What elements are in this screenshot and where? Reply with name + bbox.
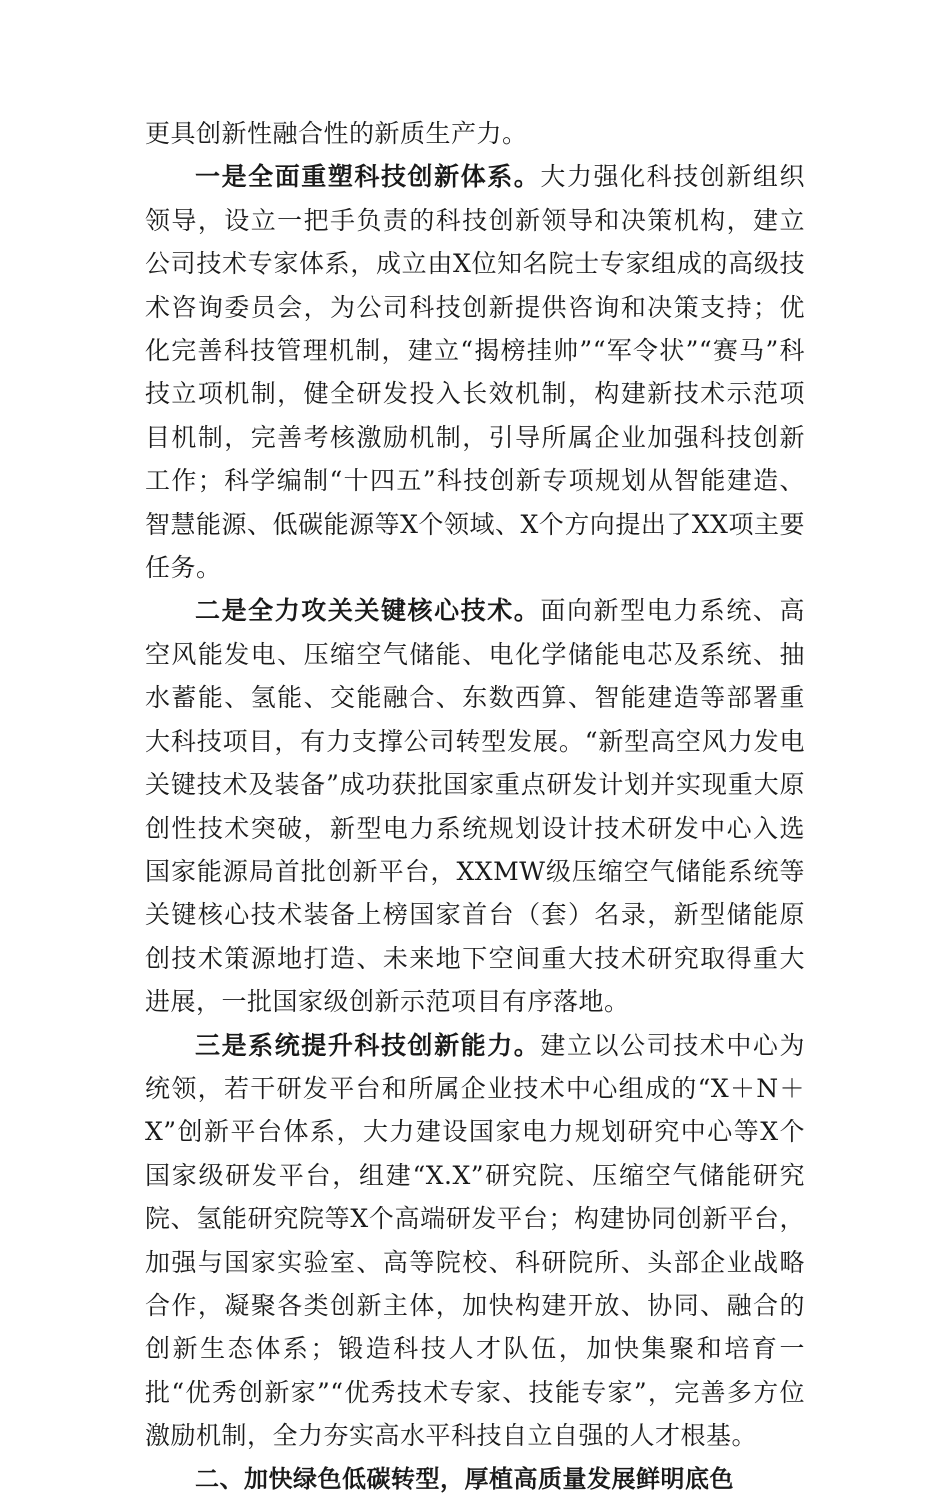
paragraph-lead: 三是系统提升科技创新能力。 [195, 1030, 541, 1060]
paragraph-body: 面向新型电力系统、高空风能发电、压缩空气储能、电化学储能电芯及系统、抽水蓄能、氢能、交能融合、东数西算、智能建造等部署重大科技项目，有力支撑公司转型发展。“新型高空风力发电关键技术及装备”成功获批国家重点研发计划并实现重大原创性技术突破，新型电力系统规划设计技术研发中心入选国家能源局首批创新平台，XXMW级压缩空气储能系统等关键核心技术装备上榜国家首台（套）名录，新型储能原创技术策源地打造、未来地下空间重大技术研究取得重大进展，一批国家级创新示范项目有序落地。 [145, 596, 805, 1017]
paragraph-lead: 二是全力攻关关键核心技术。 [195, 596, 541, 626]
paragraph-body: 建立以公司技术中心为统领，若干研发平台和所属企业技术中心组成的“X＋N＋X”创新平台体系，大力建设国家电力规划研究中心等X个国家级研发平台，组建“X.X”研究院、压缩空气储能研究院、氢能研究院等X个高端研发平台；构建协同创新平台，加强与国家实验室、高等院校、科研院所、头部企业战略合作，凝聚各类创新主体，加快构建开放、协同、融合的创新生态体系；锻造科技人才队伍，加快集聚和培育一批“优秀创新家”“优秀技术专家、技能专家”，完善多方位激励机制，全力夯实高水平科技自立自强的人才根基。 [145, 1030, 805, 1451]
paragraph-innovation-capability [145, 1024, 805, 1458]
paragraph-innovation-system [145, 155, 805, 589]
paragraph-continuation: 更具创新性融合性的新质生产力。 [145, 119, 528, 148]
paragraph-body: 大力强化科技创新组织领导，设立一把手负责的科技创新领导和决策机构，建立公司技术专家体系，成立由X位知名院士专家组成的高级技术咨询委员会，为公司科技创新提供咨询和决策支持；优化完善科技管理机制，建立“揭榜挂帅”“军令状”“赛马”科技立项机制，健全研发投入长效机制，构建新技术示范项目机制，完善考核激励机制，引导所属企业加强科技创新工作；科学编制“十四五”科技创新专项规划从智能建造、智慧能源、低碳能源等X个领域、X个方向提出了XX项主要任务。 [145, 162, 805, 583]
section-heading: 二、加快绿色低碳转型，厚植高质量发展鲜明底色 [195, 1464, 734, 1493]
paragraph-lead: 一是全面重塑科技创新体系。 [195, 162, 541, 192]
document-page [145, 112, 805, 1501]
paragraph-core-technology [145, 589, 805, 1023]
